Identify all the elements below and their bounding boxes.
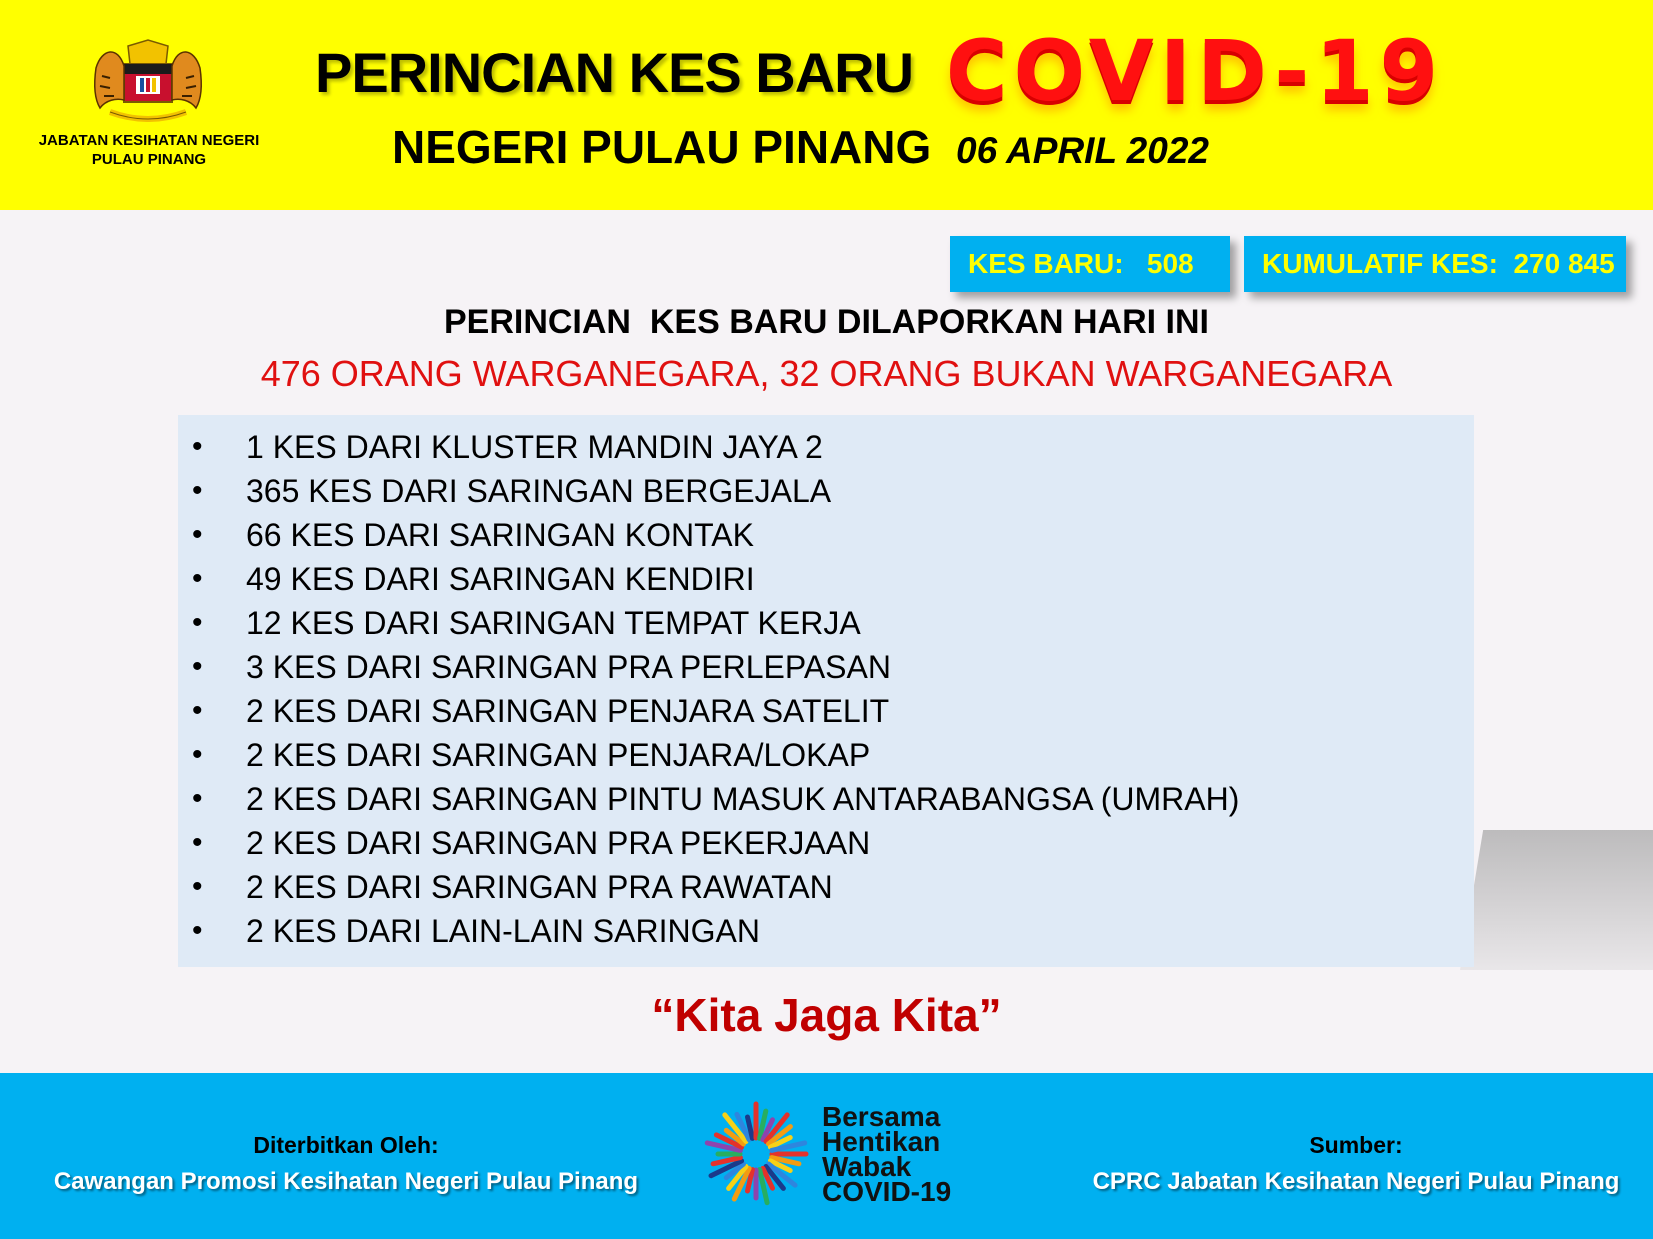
- bullet-icon: •: [192, 914, 203, 947]
- coat-of-arms-icon: [88, 38, 208, 122]
- new-cases-badge: KES BARU: 508: [950, 236, 1230, 292]
- department-name: [18, 131, 280, 169]
- case-text: 2 KES DARI SARINGAN PENJARA/LOKAP: [246, 737, 871, 773]
- bullet-icon: •: [192, 738, 203, 771]
- campaign-line-4: COVID-19: [822, 1176, 952, 1207]
- bullet-icon: •: [192, 650, 203, 683]
- section-heading: PERINCIAN KES BARU DILAPORKAN HARI INI: [443, 303, 1210, 341]
- starburst-logo-icon: [700, 1098, 812, 1210]
- case-text: 2 KES DARI SARINGAN PRA RAWATAN: [246, 869, 833, 905]
- bullet-icon: •: [192, 694, 203, 727]
- list-item: [178, 557, 1474, 601]
- case-text: 12 KES DARI SARINGAN TEMPAT KERJA: [246, 605, 861, 641]
- case-text: 2 KES DARI SARINGAN PRA PEKERJAAN: [246, 825, 871, 861]
- case-text: 49 KES DARI SARINGAN KENDIRI: [246, 561, 755, 597]
- campaign-line-1: Bersama: [822, 1101, 941, 1132]
- bullet-icon: •: [192, 562, 203, 595]
- slogan: “Kita Jaga Kita”: [651, 989, 1002, 1041]
- list-item: [178, 821, 1474, 865]
- case-text: 66 KES DARI SARINGAN KONTAK: [246, 517, 754, 553]
- case-text: 2 KES DARI SARINGAN PINTU MASUK ANTARABANGSA (UMRAH): [246, 781, 1240, 817]
- bullet-icon: •: [192, 606, 203, 639]
- list-item: [178, 733, 1474, 777]
- published-by-label: Diterbitkan Oleh:: [253, 1132, 439, 1158]
- cumulative-cases-badge: KUMULATIF KES: 270 845: [1244, 236, 1626, 292]
- case-text: 2 KES DARI SARINGAN PENJARA SATELIT: [246, 693, 890, 729]
- list-item: [178, 865, 1474, 909]
- published-by-value: Cawangan Promosi Kesihatan Negeri Pulau Pinang: [53, 1168, 639, 1195]
- bullet-icon: •: [192, 782, 203, 815]
- list-item: [178, 513, 1474, 557]
- case-text: 3 KES DARI SARINGAN PRA PERLEPASAN: [246, 649, 891, 685]
- list-item: [178, 645, 1474, 689]
- case-text: 1 KES DARI KLUSTER MANDIN JAYA 2: [246, 429, 823, 465]
- list-item: [178, 601, 1474, 645]
- page-title: PERINCIAN KES BARU: [315, 41, 914, 104]
- campaign-line-3: Wabak: [822, 1151, 912, 1182]
- campaign-logo-text: [822, 1101, 952, 1207]
- bullet-icon: •: [192, 826, 203, 859]
- list-item: [178, 777, 1474, 821]
- bullet-icon: •: [192, 430, 203, 463]
- case-text: 365 KES DARI SARINGAN BERGEJALA: [246, 473, 832, 509]
- bullet-icon: •: [192, 518, 203, 551]
- list-item: [178, 689, 1474, 733]
- list-shadow: [1460, 830, 1653, 970]
- bullet-icon: •: [192, 474, 203, 507]
- list-item: [178, 909, 1474, 953]
- case-breakdown-list: [178, 415, 1474, 967]
- list-item: [178, 425, 1474, 469]
- list-item: [178, 469, 1474, 513]
- bullet-icon: •: [192, 870, 203, 903]
- source-label: Sumber:: [1309, 1132, 1403, 1158]
- state-subtitle: NEGERI PULAU PINANG: [392, 121, 932, 173]
- department-line-2: PULAU PINANG: [91, 151, 207, 168]
- section-subheading: 476 ORANG WARGANEGARA, 32 ORANG BUKAN WARGANEGARA: [260, 353, 1393, 394]
- case-text: 2 KES DARI LAIN-LAIN SARINGAN: [246, 913, 760, 949]
- covid-title: COVID-19: [946, 22, 1445, 120]
- department-line-1: JABATAN KESIHATAN NEGERI: [38, 132, 260, 149]
- report-date: 06 APRIL 2022: [956, 130, 1209, 171]
- campaign-line-2: Hentikan: [822, 1126, 941, 1157]
- source-value: CPRC Jabatan Kesihatan Negeri Pulau Pinang: [1092, 1168, 1620, 1195]
